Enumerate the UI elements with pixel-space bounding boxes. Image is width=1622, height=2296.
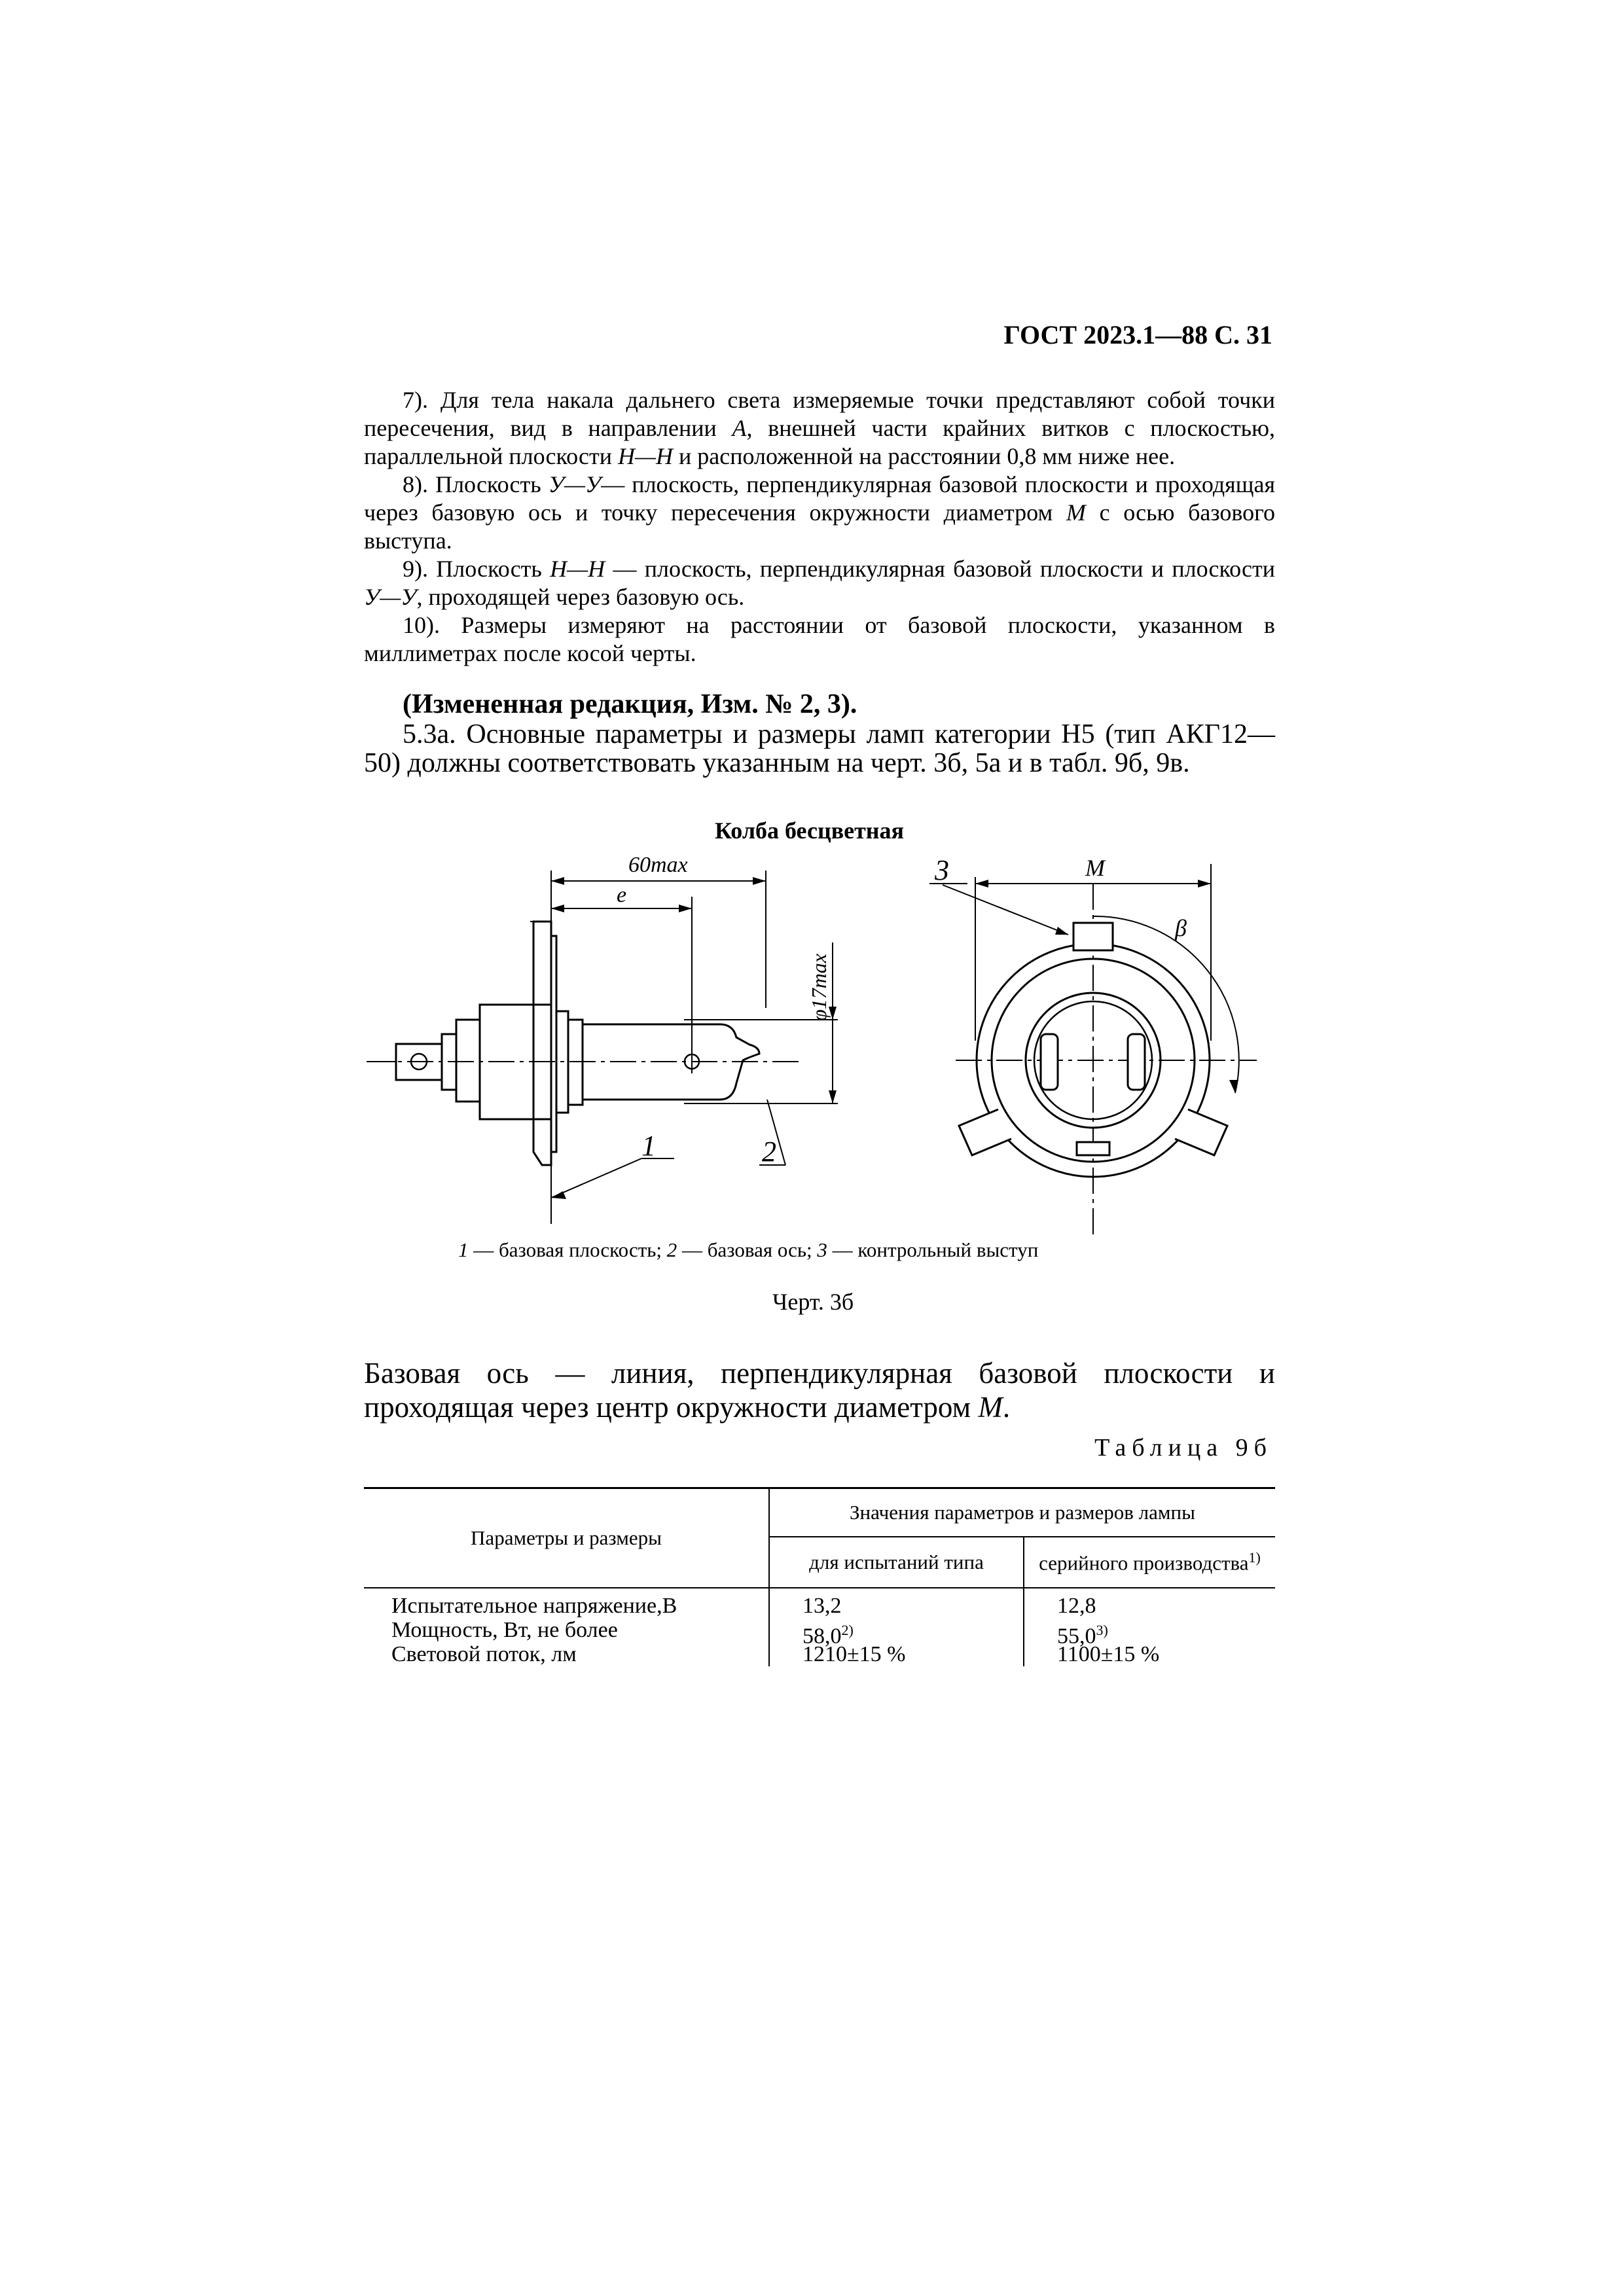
lamp-drawing-svg xyxy=(367,844,1283,1237)
paragraph-8 xyxy=(364,471,1275,555)
legend-2-text: — базовая ось; xyxy=(677,1238,818,1261)
serial-power-value: 55,0 xyxy=(1057,1624,1096,1649)
paragraph-10 xyxy=(364,611,1275,668)
legend-1-num: 1 xyxy=(458,1238,469,1261)
base-axis-definition xyxy=(364,1356,1275,1424)
dim-60max: 60max xyxy=(628,853,688,877)
callout-1: 1 xyxy=(641,1130,656,1162)
type-power xyxy=(802,1618,1023,1649)
legend-1-text: — базовая плоскость; xyxy=(468,1238,667,1261)
table-label: Таблица 9б xyxy=(1094,1434,1272,1462)
dim-e: e xyxy=(617,883,627,907)
type-flux xyxy=(802,1642,1023,1666)
lamp-drawing xyxy=(367,844,1283,1240)
col-params-header: Параметры и размеры xyxy=(364,1488,769,1588)
dim-beta: β xyxy=(1175,915,1187,941)
serial-values-cell xyxy=(1024,1588,1275,1666)
paragraph-7 xyxy=(364,386,1275,471)
p10-run: 10). Размеры измеряют на расстоянии от базовой плоскости, указанном в миллиметрах после косой черты. xyxy=(364,612,1275,666)
param-power: Мощность, Вт, не более xyxy=(391,1618,618,1642)
paragraph-9 xyxy=(364,555,1275,611)
p9-run: H—H xyxy=(550,556,605,582)
base-axis-text: Базовая ось — линия, перпендикулярная базовой плоскости и проходящая через центр окружности диаметром xyxy=(364,1357,1275,1424)
dim-M: M xyxy=(1085,855,1105,881)
p7-run: , внешней части крайних витков с плоскостью, параллельной плоскости xyxy=(364,415,1275,469)
p8-run: 8). Плоскость xyxy=(403,471,549,497)
parameters-table xyxy=(364,1487,1275,1666)
serial-flux-value: 1100±15 % xyxy=(1057,1642,1160,1666)
legend-2-num: 2 xyxy=(666,1238,677,1261)
p7-run: H—H xyxy=(618,443,674,469)
legend-3-text: — контрольный выступ xyxy=(827,1238,1039,1261)
serial-power xyxy=(1057,1618,1275,1649)
modified-edition-note: (Измененная редакция, Изм. № 2, 3). xyxy=(403,689,857,719)
serial-power-note: 3) xyxy=(1096,1622,1108,1638)
params-cell xyxy=(364,1588,769,1666)
p7-run: и расположенной на расстоянии 0,8 мм ниже нее. xyxy=(673,443,1176,469)
page-header: ГОСТ 2023.1—88 С. 31 xyxy=(1003,320,1272,350)
front-view xyxy=(929,854,1257,1237)
col-serial-label: серийного производства xyxy=(1039,1551,1249,1575)
table-row xyxy=(364,1588,1275,1666)
type-values-cell xyxy=(769,1588,1024,1666)
col-type-header: для испытаний типа xyxy=(769,1537,1024,1588)
p7-run: 7). Для тела накала дальнего света измеряемые точки представляют собой точки пересечения, вид в направлении xyxy=(364,387,1275,441)
dim-phi17max: φ17max xyxy=(807,953,831,1021)
figure-label: Черт. 3б xyxy=(772,1289,854,1315)
table-header-row xyxy=(364,1488,1275,1537)
legend-3-num: 3 xyxy=(817,1238,827,1261)
figure-legend xyxy=(458,1238,1038,1262)
p8-run: У—У xyxy=(548,471,602,497)
serial-voltage xyxy=(1057,1594,1275,1618)
p8-run: M xyxy=(1066,499,1086,526)
p7-run: A xyxy=(732,415,747,441)
p8-run: — плоскость, перпендикулярная базовой плоскости и проходящая через базовую ось и точку пересечения окружности диаметром xyxy=(364,471,1275,526)
serial-flux xyxy=(1057,1642,1275,1666)
col-serial-header xyxy=(1024,1537,1275,1588)
base-axis-var: M xyxy=(978,1391,1003,1424)
type-power-value: 58,0 xyxy=(802,1624,842,1649)
callout-2: 2 xyxy=(762,1136,776,1168)
side-view xyxy=(367,853,838,1224)
type-power-note: 2) xyxy=(841,1622,854,1638)
param-voltage: Испытательное напряжение,В xyxy=(391,1594,677,1618)
figure-title: Колба бесцветная xyxy=(715,817,905,844)
base-axis-end: . xyxy=(1002,1391,1011,1424)
serial-voltage-value: 12,8 xyxy=(1057,1594,1096,1618)
p9-run: — плоскость, перпендикулярная базовой плоскости и плоскости xyxy=(605,556,1275,582)
p9-run: 9). Плоскость xyxy=(403,556,550,582)
p9-run: У—У xyxy=(364,584,417,610)
type-flux-value: 1210±15 % xyxy=(802,1642,906,1666)
p8-run: с осью базового выступа. xyxy=(364,499,1276,554)
callout-3: 3 xyxy=(935,854,949,886)
type-voltage-value: 13,2 xyxy=(802,1594,842,1618)
p9-run: , проходящей через базовую ось. xyxy=(416,584,745,610)
param-flux: Световой поток, лм xyxy=(391,1642,577,1666)
section-5-3a: 5.3а. Основные параметры и размеры ламп категории Н5 (тип АКГ12—50) должны соответствовать указанным на черт. 3б, 5а и в табл. 9б, 9в. xyxy=(364,719,1275,778)
col-serial-note: 1) xyxy=(1248,1549,1261,1566)
notes-block xyxy=(364,386,1275,668)
col-group-header: Значения параметров и размеров лампы xyxy=(769,1488,1275,1537)
type-voltage xyxy=(802,1594,1023,1618)
